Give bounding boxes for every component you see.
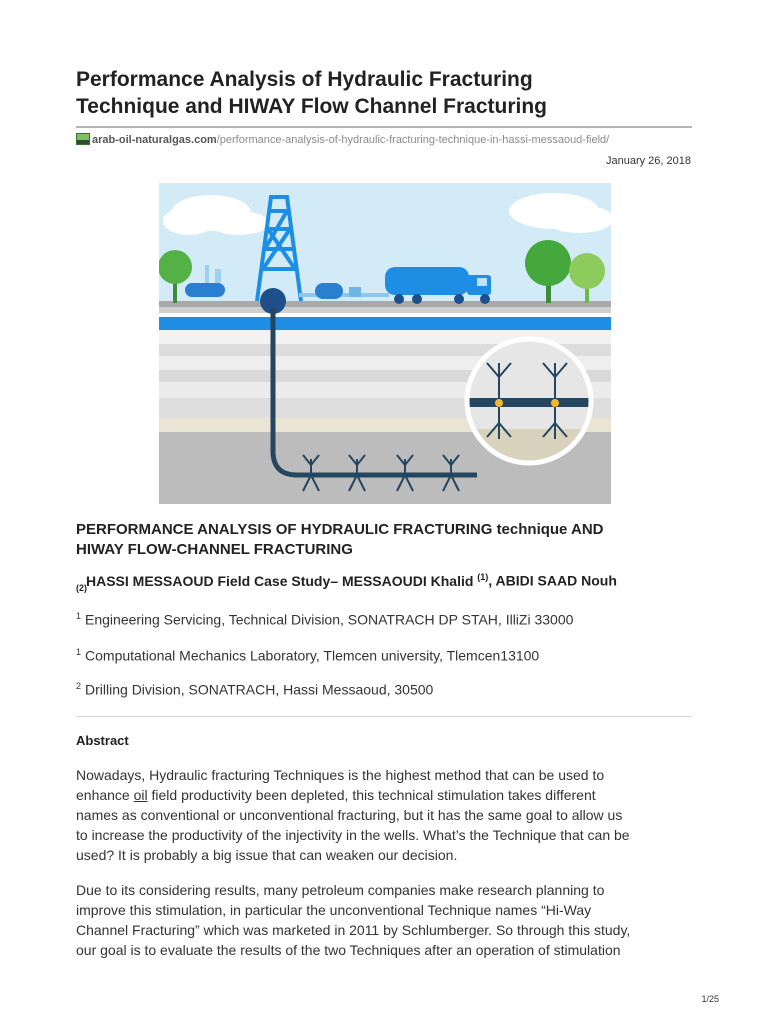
site-favicon-icon — [76, 133, 90, 145]
abstract-paragraph — [76, 765, 694, 865]
publish-date: January 26, 2018 — [605, 155, 691, 167]
abstract-line: Due to its considering results, many petroleum companies make research planning to — [76, 882, 605, 898]
title-divider — [76, 126, 692, 128]
abstract-paragraph — [76, 880, 694, 960]
abstract-line: our goal is to evaluate the results of the two Techniques after an operation of stimulation — [76, 942, 621, 958]
page-indicator: 1/25 — [701, 994, 719, 1004]
affiliation-text: Computational Mechanics Laboratory, Tlemcen university, Tlemcen13100 — [85, 647, 540, 664]
fracture-zoom-circle-icon — [467, 339, 591, 463]
abstract-line: Nowadays, Hydraulic fracturing Techniques is the highest method that can be used to — [76, 767, 605, 783]
source-link[interactable] — [76, 133, 609, 146]
abstract-line: names as conventional or unconventional fracturing, but it has the same goal to allow us — [76, 807, 623, 823]
paper-title-line: PERFORMANCE ANALYSIS OF HYDRAULIC FRACTURING technique AND — [76, 521, 604, 538]
abstract-line: enhance — [76, 787, 134, 803]
author-line — [76, 572, 617, 593]
affiliation — [76, 681, 433, 698]
abstract-line: Channel Fracturing” which was marketed in 2011 by Schlumberger. So through this study, — [76, 922, 631, 938]
hero-illustration — [159, 183, 611, 504]
affiliation-mark: 1 — [76, 647, 82, 657]
author-names: HASSI MESSAOUD Field Case Study– MESSAOUDI Khalid — [86, 572, 478, 589]
abstract-heading: Abstract — [76, 733, 129, 748]
abstract-line: used? It is probably a big issue that can weaken our decision. — [76, 847, 458, 863]
affiliation-mark: 1 — [76, 611, 82, 621]
article-title-line: Technique and HIWAY Flow Channel Fracturing — [76, 95, 547, 118]
section-divider — [76, 716, 692, 717]
author-footnote-mark: (1) — [477, 572, 489, 582]
affiliation-text: Drilling Division, SONATRACH, Hassi Messaoud, 30500 — [85, 681, 434, 698]
author-footnote-mark: (2) — [76, 583, 87, 593]
affiliation-mark: 2 — [76, 681, 82, 691]
abstract-line: field productivity been depleted, this technical stimulation takes different — [147, 787, 596, 803]
oil-link[interactable]: oil — [133, 787, 148, 803]
abstract-line: to increase the productivity of the injectivity in the wells. What’s the Technique that can be — [76, 827, 630, 843]
author-names: , ABIDI SAAD Nouh — [488, 572, 617, 589]
article-title — [76, 66, 696, 120]
paper-title-line: HIWAY FLOW-CHANNEL FRACTURING — [76, 541, 353, 558]
abstract-line: improve this stimulation, in particular the unconventional Technique names “Hi-Way — [76, 902, 592, 918]
affiliation-text: Engineering Servicing, Technical Division, SONATRACH DP STAH, IlliZi 33000 — [85, 611, 574, 628]
article-title-line: Performance Analysis of Hydraulic Fracturing — [76, 68, 533, 91]
affiliation — [76, 647, 539, 664]
source-path[interactable]: /performance-analysis-of-hydraulic-fracturing-technique-in-hassi-messaoud-field/ — [216, 134, 610, 146]
affiliation — [76, 611, 573, 628]
source-domain[interactable]: arab-oil-naturalgas.com — [92, 134, 217, 146]
paper-title — [76, 520, 706, 560]
